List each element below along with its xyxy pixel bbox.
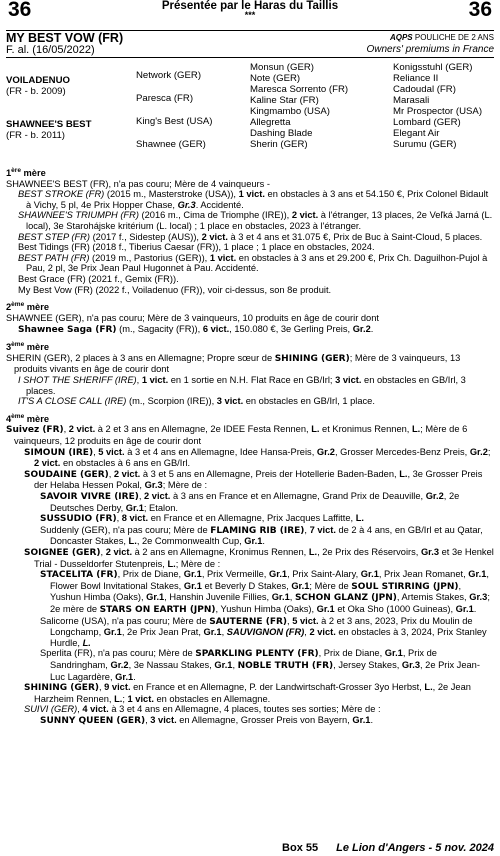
produce-entry: BEST PATH (FR) (2019 m., Pastorius (GER)), 1 vict. en obstacles à 3 ans et 29.200 €, Prix Ch. Daguilhon-Pujol à Pau, 2 pl, 3e Prix Jean Paul Hugonnet à Pau. Accidenté. (18, 252, 488, 274)
pedigree-g4: Surumu (GER) (393, 139, 457, 150)
pedigree-g4: Konigsstuhl (GER) (393, 62, 473, 73)
produce-entry: STACELITA (FR), Prix de Diane, Gr.1, Prix Vermeille, Gr.1, Prix Saint-Alary, Gr.1, Prix Jean Romanet, Gr.1, Flower Bowl Invitational Stakes, Gr.1 et Beverly D Stakes, Gr.1; Mère de SOUL STIRRING (JPN), Yushun Himba (Oaks), Gr.1, Hanshin Juvenile Fillies, Gr.1, SCHON GLANZ (JPN), Artemis Stakes, Gr.3; 2e mère de STARS ON EARTH (JPN), Yushun Himba (Oaks), Gr.1 et Oka Sho (1000 Guineas), Gr.1. (40, 569, 490, 615)
pedigree-g4: Elegant Air (393, 128, 440, 139)
pedigree-g3: Allegretta (250, 117, 291, 128)
produce-record (6, 166, 494, 726)
first-dam-intro: SHAWNEE'S BEST (FR), n'a pas couru; Mère de 4 vainqueurs - (6, 178, 270, 189)
presented-by: Présentée par le Haras du Taillis (161, 0, 339, 12)
sire-detail: (FR - b. 2009) (6, 86, 66, 97)
pedigree-g4: Mr Prospector (USA) (393, 106, 483, 117)
produce-entry: Best Tidings (FR) (2018 f., Tiberius Caesar (FR)), 1 place ; 1 place en obstacles, 2024. (18, 242, 375, 253)
pedigree-g3: Note (GER) (250, 73, 301, 84)
sire-name: VOILADENUO (6, 75, 70, 86)
produce-entry: SIMOUN (IRE), 5 vict. à 3 et 4 ans en Allemagne, Idee Hansa-Preis, Gr.2, Grosser Mercedes-Benz Preis, Gr.2; 2 vict. en obstacles à 6 ans en GB/Irl. (24, 446, 491, 469)
page-header (6, 0, 494, 30)
pedigree-g3: Maresca Sorrento (FR) (250, 84, 349, 95)
produce-entry: BEST STEP (FR) (2017 f., Sidestep (AUS)), 2 vict. à 3 et 4 ans et 31.075 €, Prix de Buc à Saint-Cloud, 5 places. (18, 231, 483, 242)
sale-name: Le Lion d'Angers - 5 nov. 2024 (336, 842, 494, 854)
pedigree-g2: King's Best (USA) (136, 116, 213, 127)
pedigree-g4: Cadoudal (FR) (393, 84, 456, 95)
horse-status (390, 33, 494, 43)
page-footer (0, 842, 494, 854)
pedigree-g4: Marasali (393, 95, 430, 106)
pedigree-g3: Kaline Star (FR) (250, 95, 319, 106)
produce-entry: SOUDAINE (GER), 2 vict. à 3 et 5 ans en Allemagne, Preis der Hotellerie Baden-Baden, L., 3e Grosser Preis der Helaba Hessen Pokal, Gr.3; Mère de : (24, 468, 483, 491)
produce-entry: SUSSUDIO (FR), 8 vict. en France et en Allemagne, Prix Jacques Laffitte, L. (40, 513, 364, 525)
lot-number-right: 36 (468, 0, 492, 21)
pedigree-g2: Network (GER) (136, 70, 202, 81)
owners-premiums: Owners' premiums in France (366, 44, 494, 55)
produce-entry: My Best Vow (FR) (2022 f., Voiladenuo (FR)), voir ci-dessus, son 8e produit. (18, 284, 332, 295)
stars-rating: *** (244, 10, 256, 20)
third-dam-intro: SHERIN (GER), 2 places à 3 ans en Allemagne; Propre sœur de SHINING (GER); Mère de 3 vainqueurs, 13 produits vivants en âge de courir dont (6, 352, 461, 375)
dam-detail: (FR - b. 2011) (6, 130, 66, 141)
pedigree-g2: Paresca (FR) (136, 93, 194, 104)
section-title-first-dam: 1ère mère (6, 167, 46, 179)
produce-entry: Shawnee Saga (FR) (m., Sagacity (FR)), 6 vict., 150.080 €, 3e Gerling Preis, Gr.2. (18, 323, 374, 335)
produce-entry: SHINING (GER), 9 vict. en France et en Allemagne, P. der Landwirtschaft-Grosser 3yo Herbst, L., 2e Jean Harzheim Rennen, L.; 1 vict. en obstacles en Allemagne. (24, 682, 471, 704)
produce-entry: BEST STROKE (FR) (2015 m., Masterstroke (USA)), 1 vict. en obstacles à 3 ans et 54.150 €, Prix Colonel Bidault à Vichy, 5 pl, 4e Prix Hopper Chase, Gr.3. Accidenté. (18, 189, 489, 210)
produce-entry: SAVOIR VIVRE (IRE), 2 vict. à 3 ans en France et en Allemagne, Grand Prix de Deauville, Gr.2, 2e Deutsches Derby, Gr.1; Etalon. (40, 491, 460, 513)
status-detail: POULICHE DE 2 ANS (412, 33, 494, 42)
produce-entry: SOIGNEE (GER), 2 vict. à 2 ans en Allemagne, Kronimus Rennen, L., 2e Prix des Réservoirs, Gr.3 et 3e Henkel Trial - Dusseldorfer Stutenpreis, L.; Mère de : (24, 546, 494, 569)
produce-entry: Best Grace (FR) (2021 f., Gemix (FR)). (18, 274, 179, 285)
section-title-fourth-dam: 4ème mère (6, 412, 49, 424)
dam-name: SHAWNEE'S BEST (6, 119, 92, 130)
lot-number-left: 36 (8, 0, 32, 21)
produce-entry: IT'S A CLOSE CALL (IRE) (m., Scorpion (IRE)), 3 vict. en obstacles en GB/Irl, 1 place. (18, 396, 375, 407)
pedigree-g3: Monsun (GER) (250, 62, 314, 73)
produce-entry: Suddenly (GER), n'a pas couru; Mère de FLAMING RIB (IRE), 7 vict. de 2 à 4 ans, en GB/Irl et au Qatar, Doncaster Stakes, L., 2e Commonwealth Cup, Gr.1. (40, 524, 483, 547)
status-code: AQPS (389, 33, 413, 42)
pedigree-g2: Shawnee (GER) (136, 139, 206, 150)
pedigree-table (6, 62, 494, 161)
produce-entry: Salicorne (USA), n'a pas couru; Mère de SAUTERNE (FR), 5 vict. à 2 et 3 ans, 2023, Prix du Moulin de Longchamp, Gr.1, 2e Prix Jean Prat, Gr.1, SAUVIGNON (FR), 2 vict. en obstacles à 3, 2024, Prix Stanley Hurdle, L. (40, 615, 487, 648)
produce-entry: I SHOT THE SHERIFF (IRE), 1 vict. en 1 sortie en N.H. Flat Race en GB/Irl; 3 vict. en obstacles en GB/Irl, 3 places. (18, 374, 466, 396)
fourth-dam-intro: Suivez (FR), 2 vict. à 2 et 3 ans en Allemagne, 2e IDEE Festa Rennen, L. et Kronimus Rennen, L.; Mère de 6 vainqueurs, 12 produits en âge de courir dont (6, 424, 468, 447)
produce-entry: SUNNY QUEEN (GER), 3 vict. en Allemagne, Grosser Preis von Bayern, Gr.1. (40, 714, 374, 726)
pedigree-g3: Kingmambo (USA) (250, 106, 330, 117)
pedigree-g3: Dashing Blade (250, 128, 313, 139)
second-dam-intro: SHAWNEE (GER), n'a pas couru; Mère de 3 vainqueurs, 10 produits en âge de courir dont (6, 312, 379, 323)
box-number: Box 55 (282, 842, 319, 854)
produce-entry: SUIVI (GER), 4 vict. à 3 et 4 ans en Allemagne, 4 places, toutes ses sorties; Mère de : (24, 704, 381, 715)
horse-sex-dob: F. al. (16/05/2022) (6, 44, 95, 56)
horse-name-bar (6, 30, 494, 58)
pedigree-g3: Sherin (GER) (250, 139, 308, 150)
section-title-third-dam: 3ème mère (6, 341, 49, 353)
horse-name: MY BEST VOW (FR) (6, 31, 124, 45)
produce-entry: Sperlita (FR), n'a pas couru; Mère de SPARKLING PLENTY (FR), Prix de Diane, Gr.1, Prix de Sandringham, Gr.2, 3e Nassau Stakes, Gr.1, NOBLE TRUTH (FR), Jersey Stakes, Gr.3, 2e Prix Jean-Luc Lagardère, Gr.1. (40, 648, 480, 682)
pedigree-g4: Reliance II (393, 73, 439, 84)
produce-entry: SHAWNEE'S TRIUMPH (FR) (2016 m., Cima de Triomphe (IRE)), 2 vict. à l'étranger, 13 places, 2e Veľká Jarná (L. local), 3e Starohájske kritérium (L. local) ; 1 place en obstacles, 2023 à l'étranger. (18, 210, 493, 232)
section-title-second-dam: 2ème mère (6, 301, 49, 313)
pedigree-g4: Lombard (GER) (393, 117, 461, 128)
